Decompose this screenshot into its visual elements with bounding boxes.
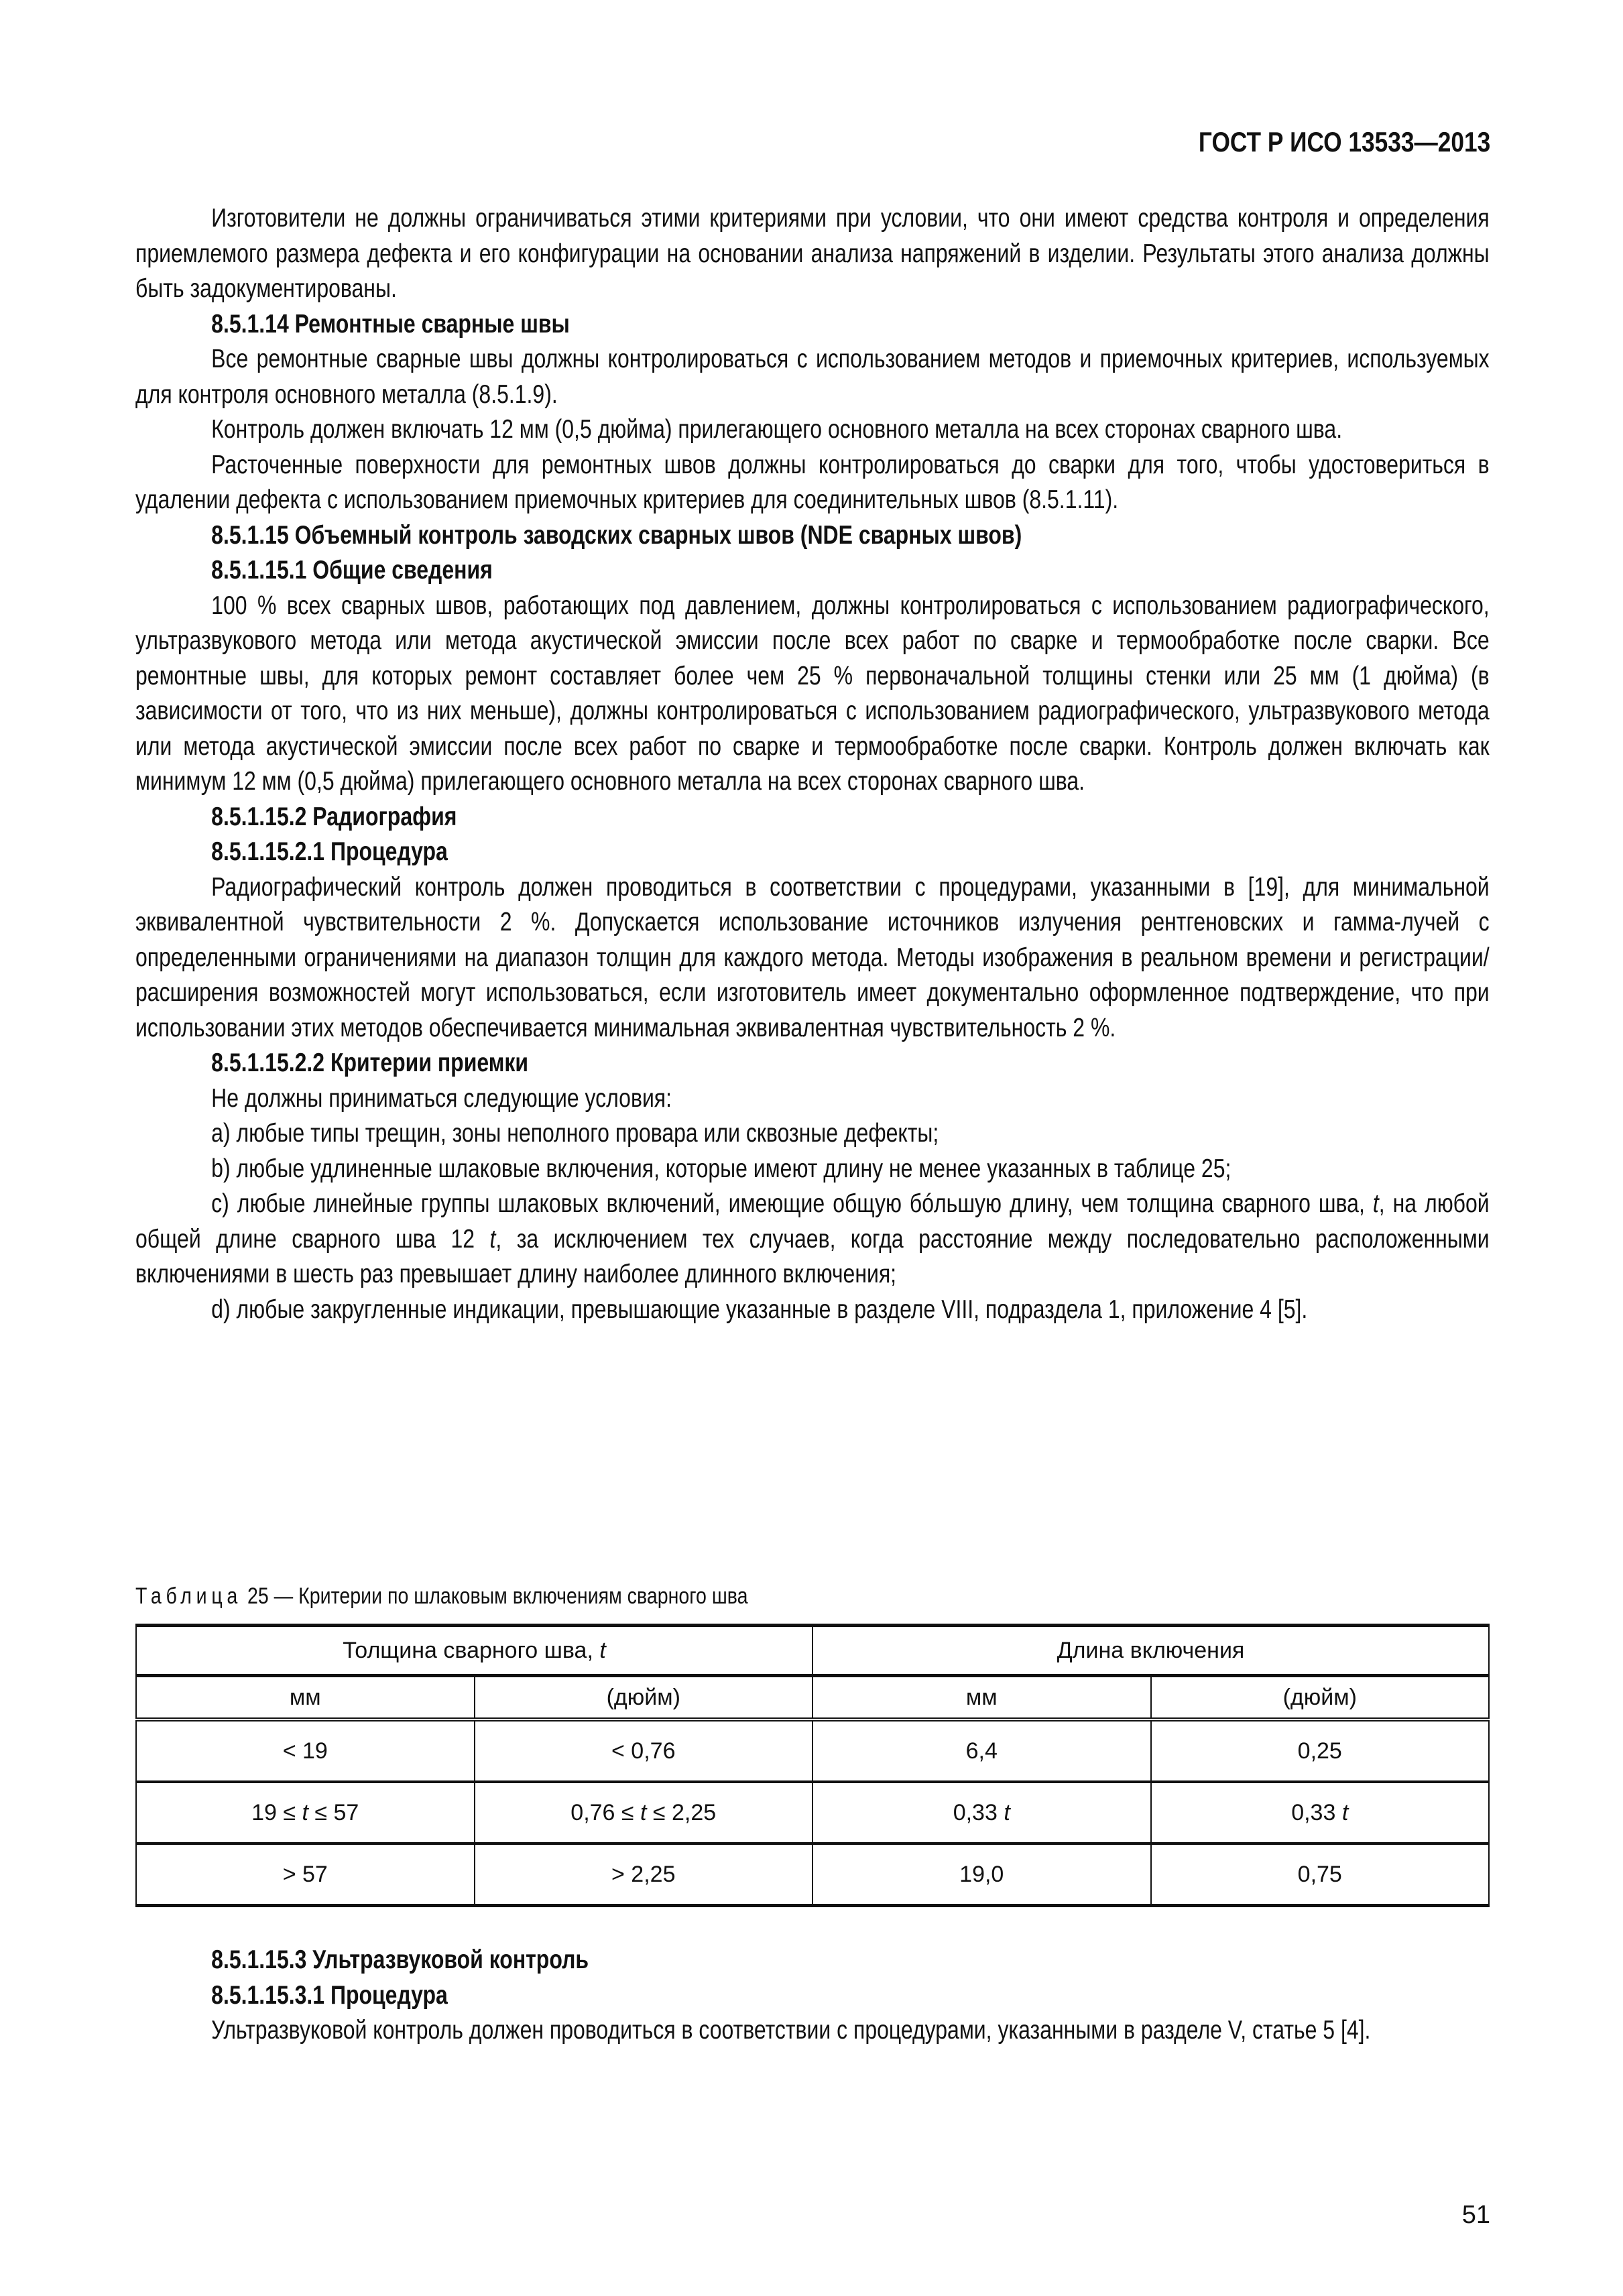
- table-cell: 6,4: [813, 1719, 1151, 1782]
- body-text-bottom: [135, 1943, 1490, 2049]
- variable-t: t: [1372, 1189, 1379, 1218]
- section-heading: 8.5.1.15 Объемный контроль заводских сварных швов (NDE сварных швов): [211, 520, 1022, 550]
- table-cell: 0,75: [1151, 1844, 1490, 1906]
- body-text-top: [135, 201, 1490, 1327]
- document-header: ГОСТ Р ИСО 13533—2013: [1198, 126, 1490, 158]
- caption-text: 25 — Критерии по шлаковым включениям сварного шва: [242, 1583, 748, 1609]
- paragraph: Изготовители не должны ограничиваться этими критериями при условии, что они имеют средства контроля и определения приемлемого размера дефекта и его конфигурации на основании анализа напряжений в изделии. Результаты этого анализа должны быть задокументированы.: [135, 204, 1490, 303]
- section-heading: 8.5.1.15.2.1 Процедура: [211, 837, 448, 866]
- header-cell: мм: [813, 1676, 1151, 1720]
- table-cell: [475, 1782, 813, 1844]
- table-cell: 19,0: [813, 1844, 1151, 1906]
- table-cell: > 57: [136, 1844, 475, 1906]
- table-row: [136, 1844, 1489, 1906]
- list-item-b: b) любые удлиненные шлаковые включения, которые имеют длину не менее указанных в таблице 25;: [211, 1154, 1231, 1183]
- text: ≤ 2,25: [646, 1799, 717, 1825]
- caption-label: Таблица: [135, 1583, 243, 1609]
- table-cell: > 2,25: [475, 1844, 813, 1906]
- header-cell: [136, 1626, 813, 1676]
- variable-t: t: [302, 1799, 308, 1825]
- text: 19 ≤: [251, 1799, 302, 1825]
- paragraph: Расточенные поверхности для ремонтных швов должны контролироваться до сварки для того, чтобы удостовериться в удалении дефекта с использованием приемочных критериев для соединительных швов (8.5.1.11).: [135, 450, 1490, 514]
- table-cell: < 19: [136, 1719, 475, 1782]
- table-subheader-row: [136, 1676, 1489, 1720]
- table-row: [136, 1782, 1489, 1844]
- header-cell: (дюйм): [1151, 1676, 1490, 1720]
- text: 0,76 ≤: [570, 1799, 641, 1825]
- table-cell: < 0,76: [475, 1719, 813, 1782]
- paragraph: Контроль должен включать 12 мм (0,5 дюйма) прилегающего основного металла на всех сторонах сварного шва.: [211, 415, 1343, 444]
- header-cell: мм: [136, 1676, 475, 1720]
- paragraph: Все ремонтные сварные швы должны контролироваться с использованием методов и приемочных критериев, используемых для контроля основного металла (8.5.1.9).: [135, 345, 1490, 409]
- text: c) любые линейные группы шлаковых включений, имеющие общую бóльшую длину, чем толщина сварного шва,: [211, 1189, 1373, 1218]
- table-cell: [136, 1782, 475, 1844]
- section-heading: 8.5.1.15.2 Радиография: [211, 802, 457, 831]
- table-cell: [813, 1782, 1151, 1844]
- text: , на любой общей длине сварного шва 12: [135, 1189, 1490, 1254]
- section-heading: 8.5.1.15.3 Ультразвуковой контроль: [211, 1945, 589, 1974]
- variable-t: t: [599, 1637, 606, 1663]
- slag-inclusion-table: [135, 1624, 1490, 1907]
- section-heading: 8.5.1.15.2.2 Критерии приемки: [211, 1048, 529, 1077]
- section-heading: 8.5.1.15.1 Общие сведения: [211, 556, 493, 585]
- table-row: [136, 1719, 1489, 1782]
- page-number: 51: [1461, 2201, 1490, 2229]
- paragraph: Не должны приниматься следующие условия:: [211, 1083, 672, 1113]
- paragraph: Ультразвуковой контроль должен проводиться в соответствии с процедурами, указанными в разделе V, статье 5 [4].: [211, 2016, 1371, 2045]
- variable-t: t: [1341, 1799, 1349, 1825]
- text: ≤ 57: [308, 1799, 359, 1825]
- text: Толщина сварного шва,: [343, 1637, 600, 1663]
- table-caption: [135, 1583, 748, 1610]
- section-heading: 8.5.1.15.3.1 Процедура: [211, 1980, 448, 2010]
- text: , за исключением тех случаев, когда расстояние между последовательно расположенными включениями в шесть раз превышает длину наиболее длинного включения;: [135, 1224, 1490, 1288]
- variable-t: t: [1004, 1799, 1010, 1825]
- table-header-row: [136, 1626, 1489, 1676]
- header-cell: Длина включения: [813, 1626, 1489, 1676]
- paragraph: Радиографический контроль должен проводиться в соответствии с процедурами, указанными в [19], для минимальной эквивалентной чувствительности 2 %. Допускается использование источников излучения рентгеновских и гамма-лучей с определенными ограничениями на диапазон толщин для каждого метода. Методы изображения в реальном времени и регистрации/расширения возможностей могут использоваться, если изготовитель имеет документально оформленное подтверждение, что при использовании этих методов обеспечивается минимальная эквивалентная чувствительность 2 %.: [135, 872, 1490, 1042]
- list-item-c: [135, 1187, 1490, 1292]
- section-heading: 8.5.1.14 Ремонтные сварные швы: [211, 309, 570, 339]
- text: 0,33: [1291, 1799, 1342, 1825]
- table-cell: 0,25: [1151, 1719, 1490, 1782]
- variable-t: t: [489, 1224, 496, 1254]
- table-cell: [1151, 1782, 1490, 1844]
- list-item-a: a) любые типы трещин, зоны неполного провара или сквозные дефекты;: [211, 1119, 939, 1148]
- text: 0,33: [953, 1799, 1004, 1825]
- list-item-d: d) любые закругленные индикации, превышающие указанные в разделе VIII, подраздела 1, приложение 4 [5].: [211, 1294, 1308, 1324]
- header-cell: (дюйм): [475, 1676, 813, 1720]
- variable-t: t: [640, 1799, 647, 1825]
- paragraph: 100 % всех сварных швов, работающих под давлением, должны контролироваться с использованием радиографического, ультразвукового метода или метода акустической эмиссии после всех работ по сварке и термообработке после сварки. Все ремонтные швы, для которых ремонт составляет более чем 25 % первоначальной толщины стенки или 25 мм (1 дюйма) (в зависимости от того, что из них меньше), должны контролироваться с использованием радиографического, ультразвукового метода или метода акустической эмиссии после всех работ по сварке и термообработке после сварки. Контроль должен включать как минимум 12 мм (0,5 дюйма) прилегающего основного металла на всех сторонах сварного шва.: [135, 591, 1490, 796]
